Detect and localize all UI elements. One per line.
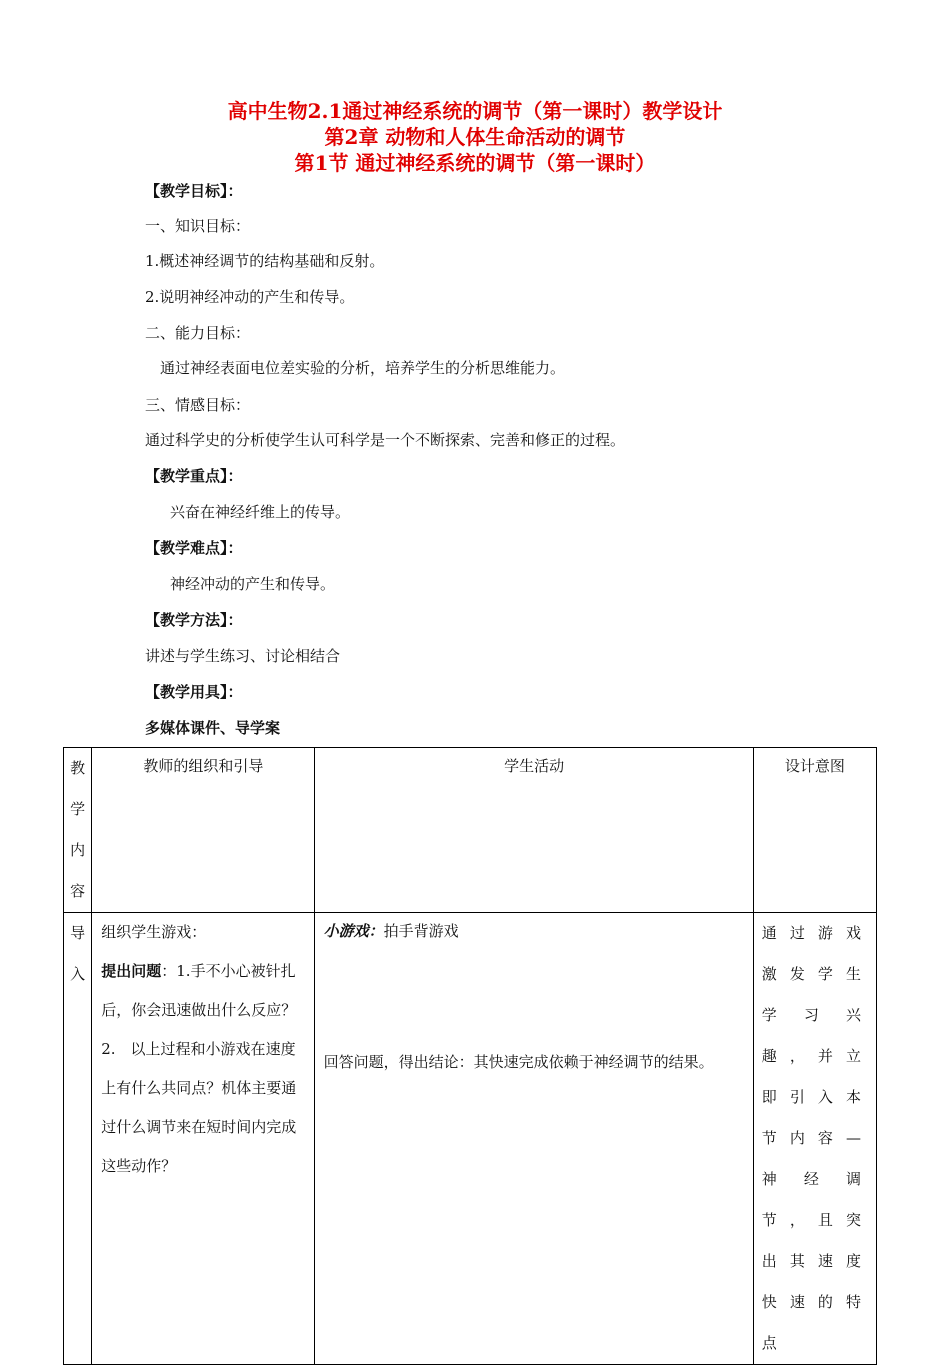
table-header-row — [64, 748, 877, 913]
header-char: 容 — [70, 882, 86, 900]
header-intent: 设计意图 — [753, 748, 876, 913]
emotion-text: 通过科学史的分析使学生认可科学是一个不断探索、完善和修正的过程。 — [145, 431, 626, 449]
ability-text: 通过神经表面电位差实验的分析，培养学生的分析思维能力。 — [160, 359, 566, 377]
emotion-heading: 三、情感目标： — [145, 396, 251, 414]
question-1-text: ：1.手不小心被针扎后，你会迅速做出什么反应？ — [101, 962, 297, 1019]
intro-char: 导 — [70, 924, 86, 942]
chapter-title: 第2章 动物和人体生命活动的调节 — [324, 125, 626, 149]
difficulty-text: 神经冲动的产生和传导。 — [170, 575, 336, 593]
header-char: 教 — [70, 759, 86, 777]
key-point-heading: 【教学重点】： — [145, 467, 243, 485]
difficulty-heading: 【教学难点】： — [145, 539, 243, 557]
document-title: 高中生物2.1通过神经系统的调节（第一课时）教学设计 — [227, 99, 723, 123]
intro-teacher-cell — [92, 913, 314, 1365]
knowledge-heading: 一、知识目标： — [145, 217, 251, 235]
table-row-intro — [64, 913, 877, 1365]
intro-student-cell — [314, 913, 753, 1365]
teacher-question-1 — [101, 952, 305, 1030]
header-char: 内 — [70, 841, 86, 859]
header-char: 学 — [70, 800, 86, 818]
header-student: 学生活动 — [314, 748, 753, 913]
header-teacher: 教师的组织和引导 — [92, 748, 314, 913]
game-label: 小游戏： — [323, 922, 384, 940]
knowledge-item-1: 1.概述神经调节的结构基础和反射。 — [145, 252, 385, 270]
intro-label-cell — [64, 913, 92, 1365]
section-title: 第1节 通过神经系统的调节（第一课时） — [294, 151, 656, 175]
method-heading: 【教学方法】： — [145, 611, 243, 629]
teacher-organize: 组织学生游戏： — [101, 923, 207, 941]
question-label: 提出问题 — [101, 962, 162, 980]
knowledge-item-2: 2.说明神经冲动的产生和传导。 — [145, 288, 355, 306]
tools-heading: 【教学用具】： — [145, 683, 243, 701]
intro-intent-cell: 通过游戏激发学生学习兴趣，并立即引入本节内容—神经调节，且突出其速度快速的特点 — [753, 913, 876, 1365]
game-text: 拍手背游戏 — [383, 922, 459, 940]
student-answer: 回答问题，得出结论：其快速完成依赖于神经调节的结果。 — [323, 1053, 714, 1071]
ability-heading: 二、能力目标： — [145, 324, 251, 342]
tools-text: 多媒体课件、导学案 — [145, 719, 281, 737]
teacher-question-2: 2. 以上过程和小游戏在速度上有什么共同点？机体主要通过什么调节来在短时间内完成这些动作？ — [101, 1040, 297, 1175]
key-point-text: 兴奋在神经纤维上的传导。 — [170, 503, 351, 521]
header-content-cell — [64, 748, 92, 913]
objectives-heading: 【教学目标】： — [145, 182, 243, 200]
student-game — [324, 921, 745, 941]
intro-char: 入 — [70, 965, 86, 983]
method-text: 讲述与学生练习、讨论相结合 — [145, 647, 341, 665]
lesson-plan-table — [63, 747, 877, 1365]
